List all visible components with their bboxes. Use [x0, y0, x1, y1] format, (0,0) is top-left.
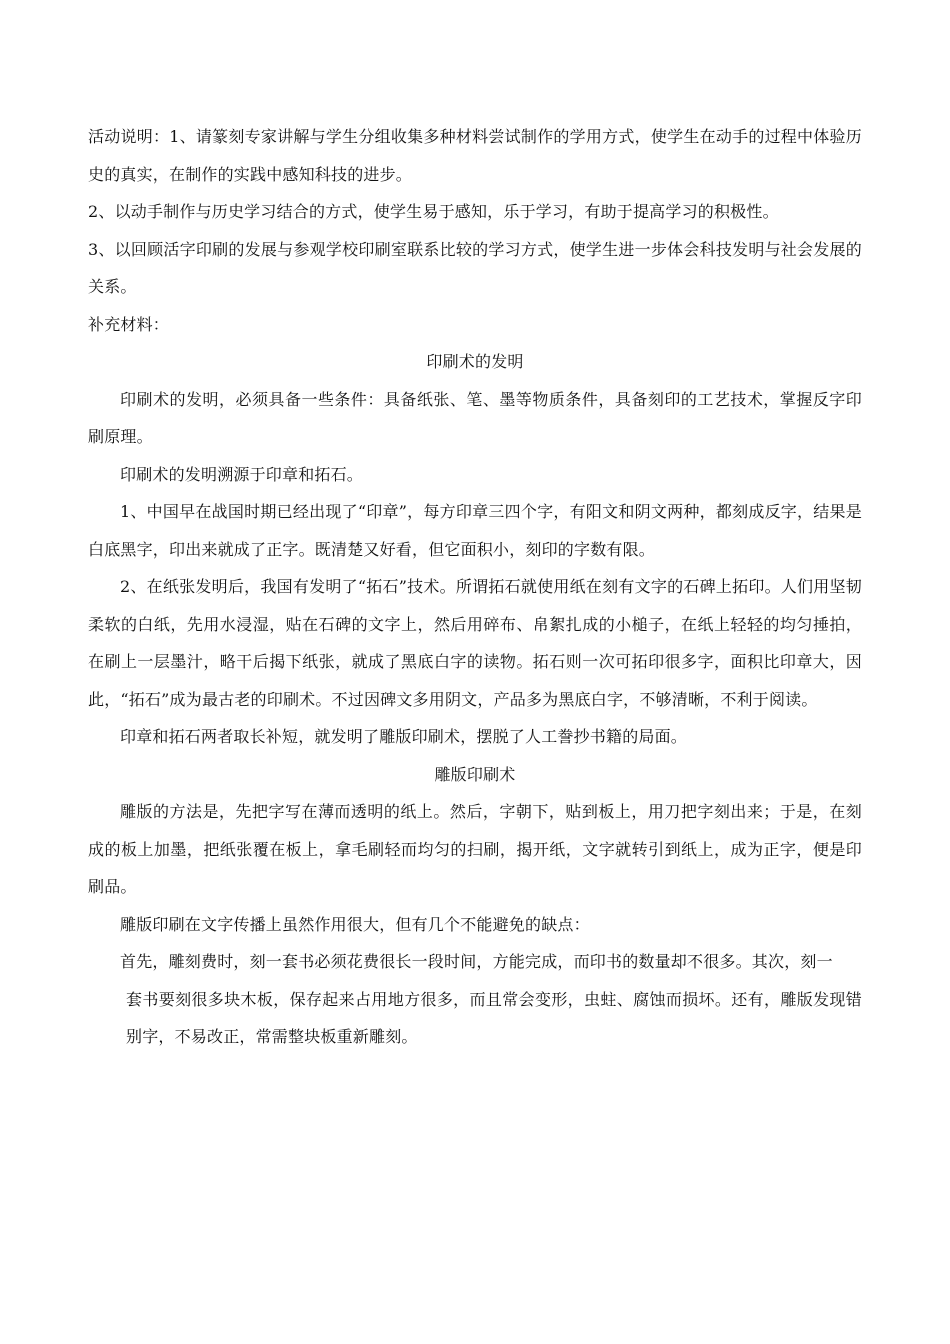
invention-paragraph-1: 印刷术的发明，必须具备一些条件：具备纸张、笔、墨等物质条件，具备刻印的工艺技术，掌握反字印刷原理。: [88, 389, 862, 446]
woodblock-paragraph-method: 雕版的方法是，先把字写在薄而透明的纸上。然后，字朝下，贴到板上，用刀把字刻出来；于是，在刻成的板上加墨，把纸张覆在板上，拿毛刷轻而均匀的扫刷，揭开纸，文字就转引到纸上，成为正字，便是印刷品。: [88, 802, 862, 896]
drawbacks-line-first: 首先，雕刻费时，刻一套书必须花费很长一段时间，方能完成，而印书的数量却不很多。其次，刻一: [120, 952, 833, 971]
supplement-label: 补充材料：: [88, 314, 170, 334]
woodblock-paragraph-drawbacks: [88, 943, 862, 1056]
woodblock-paragraph-drawbacks-intro: 雕版印刷在文字传播上虽然作用很大，但有几个不能避免的缺点：: [120, 914, 590, 934]
document-page: [88, 118, 862, 1056]
activity-intro: 活动说明：1、请篆刻专家讲解与学生分组收集多种材料尝试制作的学用方式，使学生在动手的过程中体验历史的真实，在制作的实践中感知科技的进步。: [88, 127, 862, 184]
activity-item-2: 2、以动手制作与历史学习结合的方式，使学生易于感知，乐于学习，有助于提高学习的积极性。: [88, 202, 779, 221]
drawbacks-line-rest: 套书要刻很多块木板，保存起来占用地方很多，而且常会变形，虫蛀、腐蚀而损坏。还有，雕版发现错别字，不易改正，常需整块板重新雕刻。: [126, 989, 862, 1046]
invention-paragraph-2: 印刷术的发明溯源于印章和拓石。: [120, 464, 364, 484]
section-title-invention: 印刷术的发明: [426, 352, 524, 371]
activity-item-3: 3、以回顾活字印刷的发展与参观学校印刷室联系比较的学习方式，使学生进一步体会科技发明与社会发展的关系。: [88, 239, 862, 296]
invention-paragraph-seal: 1、中国早在战国时期已经出现了“印章”，每方印章三四个字，有阳文和阴文两种，都刻成反字，结果是白底黑字，印出来就成了正字。既清楚又好看，但它面积小，刻印的字数有限。: [88, 502, 862, 559]
invention-paragraph-summary: 印章和拓石两者取长补短，就发明了雕版印刷术，摆脱了人工誊抄书籍的局面。: [120, 727, 688, 746]
invention-paragraph-rubbing: 2、在纸张发明后，我国有发明了“拓石”技术。所谓拓石就使用纸在刻有文字的石碑上拓印。人们用坚韧柔软的白纸，先用水浸湿，贴在石碑的文字上，然后用碎布、帛絮扎成的小槌子，在纸上轻轻的均匀捶拍，在刷上一层墨汁，略干后揭下纸张，就成了黑底白字的读物。拓石则一次可拓印很多字，面积比印章大，因此，“拓石”成为最古老的印刷术。不过因碑文多用阴文，产品多为黑底白字，不够清晰，不利于阅读。: [88, 577, 862, 709]
section-title-woodblock: 雕版印刷术: [434, 764, 516, 784]
